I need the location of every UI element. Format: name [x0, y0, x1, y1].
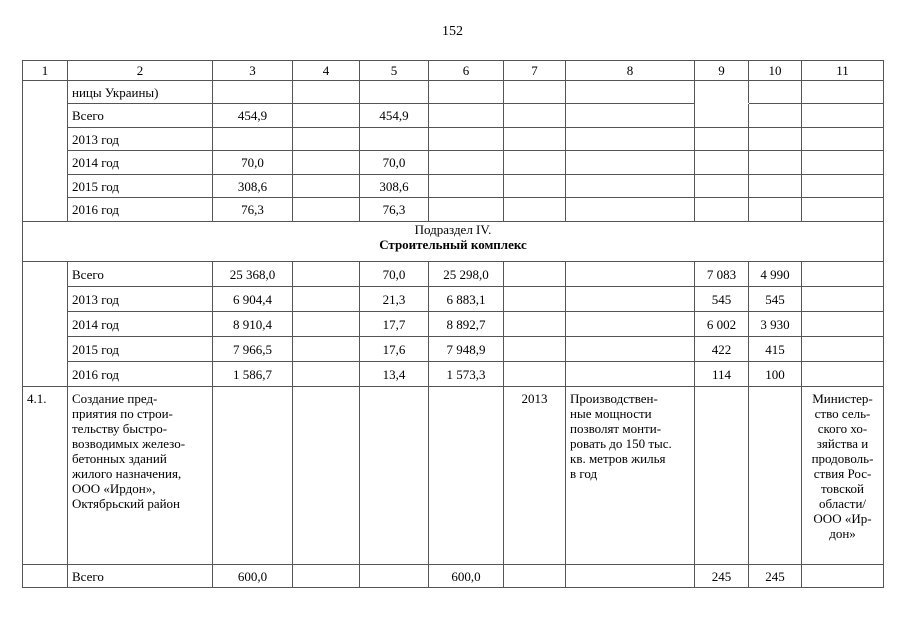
cell-c3: 7 966,5 — [213, 337, 293, 362]
item-responsible: Министер- ство сель- ского хо- зяйства и продоволь- ствия Рос- товской области/ ООО «Ир- дон» — [802, 387, 884, 565]
cell-c10: 3 930 — [749, 312, 802, 337]
table-row — [23, 151, 884, 175]
cell-c9: 114 — [695, 362, 749, 387]
cell-c3: 70,0 — [213, 151, 293, 175]
section1-num-cell — [23, 81, 68, 222]
cell-c6: 8 892,7 — [429, 312, 504, 337]
col-header-2: 2 — [68, 61, 213, 81]
cell-c5: 454,9 — [360, 104, 429, 128]
cell-c6: 600,0 — [429, 565, 504, 588]
item-result: Производствен- ные мощности позволят монти- ровать до 150 тыс. кв. метров жилья в год — [566, 387, 695, 565]
col-header-5: 5 — [360, 61, 429, 81]
cell-c5: 308,6 — [360, 175, 429, 198]
table-row — [23, 565, 884, 588]
row-label: 2015 год — [68, 175, 213, 198]
col-header-9: 9 — [695, 61, 749, 81]
data-table — [22, 60, 884, 588]
cell-c5: 17,7 — [360, 312, 429, 337]
col-header-4: 4 — [293, 61, 360, 81]
subsection-name: Строительный комплекс — [379, 237, 527, 252]
cell-c3: 76,3 — [213, 198, 293, 222]
cell-c5: 76,3 — [360, 198, 429, 222]
cell-c5 — [360, 128, 429, 151]
cell-c3: 1 586,7 — [213, 362, 293, 387]
col-header-10: 10 — [749, 61, 802, 81]
col-header-1: 1 — [23, 61, 68, 81]
row-label: 2016 год — [68, 362, 213, 387]
col-header-8: 8 — [566, 61, 695, 81]
cell-c3 — [213, 128, 293, 151]
cell-c6: 6 883,1 — [429, 287, 504, 312]
cell-c10: 4 990 — [749, 262, 802, 287]
row-label: Всего — [68, 262, 213, 287]
row-label: 2014 год — [68, 312, 213, 337]
cell-c5: 13,4 — [360, 362, 429, 387]
cell-c3: 25 368,0 — [213, 262, 293, 287]
column-number-row — [23, 61, 884, 81]
cell-c5: 21,3 — [360, 287, 429, 312]
cell-c5: 70,0 — [360, 151, 429, 175]
row-label: 2014 год — [68, 151, 213, 175]
subsection-row — [23, 222, 884, 262]
table-row — [23, 262, 884, 287]
cell-c5: 70,0 — [360, 262, 429, 287]
subsection-heading — [23, 222, 884, 262]
cell-c3: 6 904,4 — [213, 287, 293, 312]
row-label: Всего — [68, 565, 213, 588]
item-year: 2013 — [504, 387, 566, 565]
cell-c10: 245 — [749, 565, 802, 588]
row-label: 2013 год — [68, 128, 213, 151]
cell-c6: 1 573,3 — [429, 362, 504, 387]
cell-c6: 7 948,9 — [429, 337, 504, 362]
cell-c9: 6 002 — [695, 312, 749, 337]
row-label: Всего — [68, 104, 213, 128]
cell-c3: 8 910,4 — [213, 312, 293, 337]
cell-c6: 25 298,0 — [429, 262, 504, 287]
table-row — [23, 128, 884, 151]
col-header-7: 7 — [504, 61, 566, 81]
cell-c9: 7 083 — [695, 262, 749, 287]
table-row — [23, 81, 884, 104]
row-label: 2016 год — [68, 198, 213, 222]
cell-c10: 545 — [749, 287, 802, 312]
table-row — [23, 287, 884, 312]
cell-c3: 308,6 — [213, 175, 293, 198]
col-header-6: 6 — [429, 61, 504, 81]
cell-c5: 17,6 — [360, 337, 429, 362]
page-number: 152 — [442, 24, 463, 39]
table-row — [23, 387, 884, 565]
col-header-11: 11 — [802, 61, 884, 81]
continued-label: ницы Украины) — [68, 81, 213, 104]
row-label: 2015 год — [68, 337, 213, 362]
cell-c9: 545 — [695, 287, 749, 312]
table-row — [23, 175, 884, 198]
item-name: Создание пред- приятия по строи- тельству быстро- возводимых железо- бетонных зданий жилого назначения, ООО «Ирдон», Октябрьский район — [68, 387, 213, 565]
item-number: 4.1. — [23, 387, 68, 565]
col-header-3: 3 — [213, 61, 293, 81]
table-row — [23, 362, 884, 387]
cell-c9: 422 — [695, 337, 749, 362]
table-row — [23, 337, 884, 362]
cell-c10: 415 — [749, 337, 802, 362]
cell-c3: 454,9 — [213, 104, 293, 128]
subsection-title: Подраздел IV. — [414, 222, 492, 237]
section2-num-cell — [23, 262, 68, 387]
cell-c3: 600,0 — [213, 565, 293, 588]
table-row — [23, 104, 884, 128]
cell-c9: 245 — [695, 565, 749, 588]
cell-c10: 100 — [749, 362, 802, 387]
table-row — [23, 198, 884, 222]
row-label: 2013 год — [68, 287, 213, 312]
table-row — [23, 312, 884, 337]
